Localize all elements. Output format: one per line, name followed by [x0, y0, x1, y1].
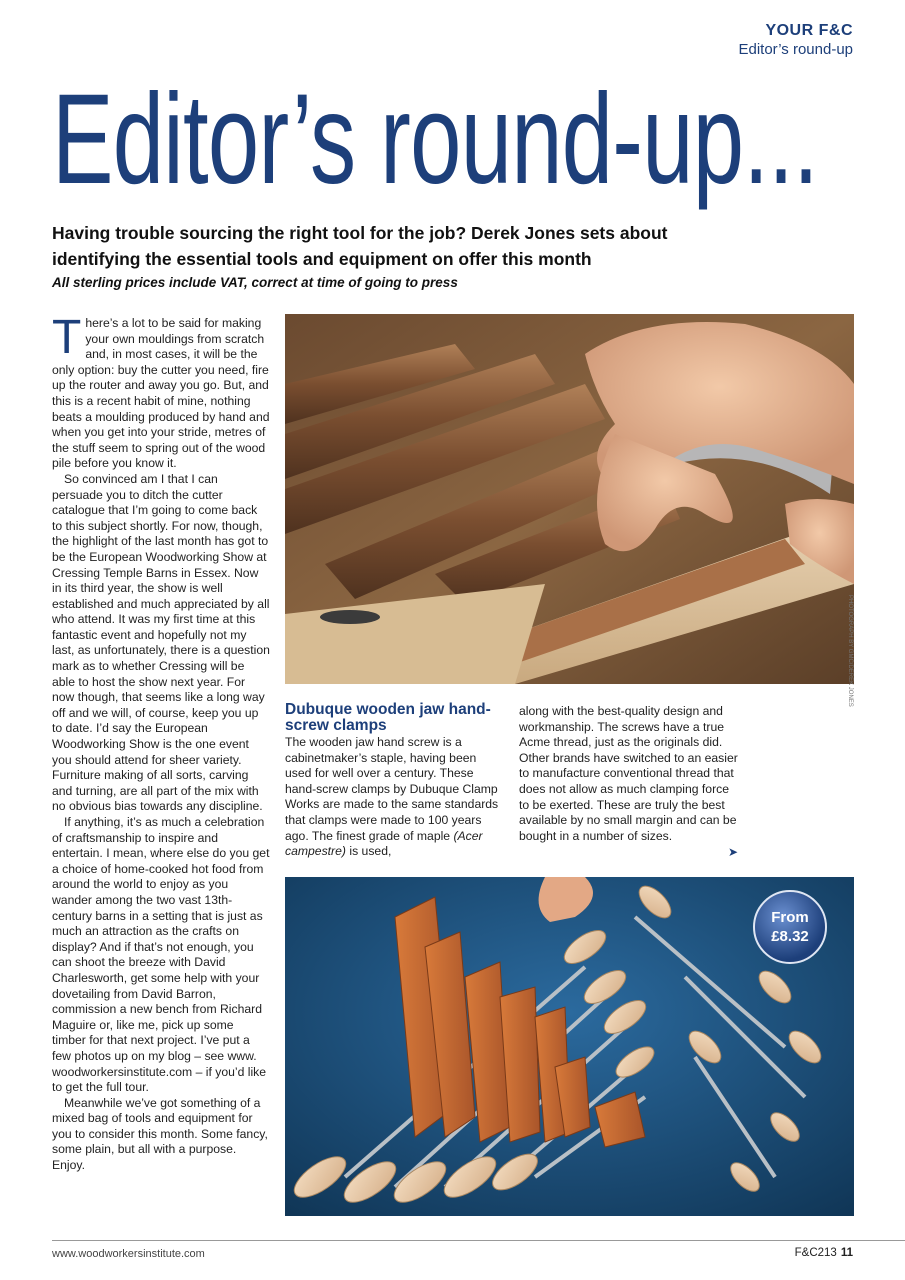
intro-paragraph-4: Meanwhile we’ve got something of a mixed bag of tools and equipment for you to consider this month. Some fancy, some plain, but all with a purpose. Enjoy. — [52, 1095, 268, 1173]
intro-column — [52, 311, 270, 1174]
intro-paragraph-3: If anything, it’s as much a celebration of craftsmanship to inspire and entertain. I mean, where else do you get a choice of home-cooked hot food from around the world to enjoy as you wander among the two vast 13th-century barns in a setting that is just as much an attraction as the crafts on display? And if that’s not enough, you can shoot the breeze with David Charlesworth, get some help with your dovetailing from David Barron, commission a new bench from Richard Maguire or, like me, pick up some timber for that next project. I’ve put a few photos up on my blog – see www. woodworkersinstitute.com – if you’d like to get the full tour. — [52, 815, 270, 1095]
footer-url: www.woodworkersinstitute.com — [52, 1248, 205, 1260]
product-body-column-2: along with the best-quality design and workmanship. The screws have a true Acme thread, just as the originals did. Other brands have switched to an easier to manufacture conventional thread that does not allow as much clamping force to be exerted. These are truly the best available by no small margin and can be bought in a number of sizes. — [519, 704, 738, 843]
standfirst: Having trouble sourcing the right tool for the job? Derek Jones sets about identifying the essential tools and equipment on offer this month — [52, 223, 668, 269]
page-number: 11 — [840, 1247, 853, 1259]
intro-paragraph-1: There’s a lot to be said for making your own mouldings from scratch and, in most cases, it will be the only option: buy the cutter you need, fire up the router and away you go. But, and this is a recent habit of mine, nothing beats a moulding produced by hand and when you get into your stride, metres of the stuff seem to spring out of the wood pile before you know it. — [52, 311, 270, 471]
subsection-label: Editor’s round-up — [738, 41, 853, 58]
photo-credit: PHOTOGRAPH BY GMC/DEREK JONES — [847, 595, 853, 707]
moulding-photo — [285, 314, 854, 684]
footer-divider — [52, 1240, 905, 1241]
product-body-column-1: The wooden jaw hand screw is a cabinetmaker’s staple, having been used for well over a century. These hand-screw clamps by Dubuque Clamp Works are made to the same standards that clamps were made to 100 years ago. The finest grade of maple (Acer campestre) is used, — [285, 735, 499, 859]
section-label: YOUR F&C — [765, 22, 853, 39]
issue-number: F&C213 — [794, 1247, 837, 1259]
intro-paragraph-2: So convinced am I that I can persuade you to ditch the cutter catalogue that I’m going to come back to this subject shortly. For now, though, the highlight of the last month has got to be the European Woodworking Show at Cressing Temple Barns in Essex. Now in its third year, the show is well established and much appreciated by all who attend. It was my first time at this fantastic event and hopefully not my last, as unfortunately, there is a question mark as to whether Cressing will be able to host the show next year. For now though, that seems like a long way off and we will, of course, keep you up to date. I’d say the European Woodworking Show is the one event you should attend for sheer variety. Furniture making of all sorts, carving and turning, are all part of the mix with no obvious bias towards any discipline. — [52, 471, 270, 814]
continue-arrow-icon: ➤ — [728, 845, 739, 859]
product-heading: Dubuque wooden jaw hand-screw clamps — [285, 701, 491, 734]
prices-note: All sterling prices include VAT, correct at time of going to press — [52, 275, 458, 290]
page-title: Editor’s round-up... — [52, 68, 818, 211]
section-header — [738, 22, 853, 58]
price-badge: From £8.32 — [753, 890, 827, 964]
drop-cap: T — [52, 311, 82, 364]
footer-page-info — [795, 1247, 853, 1259]
